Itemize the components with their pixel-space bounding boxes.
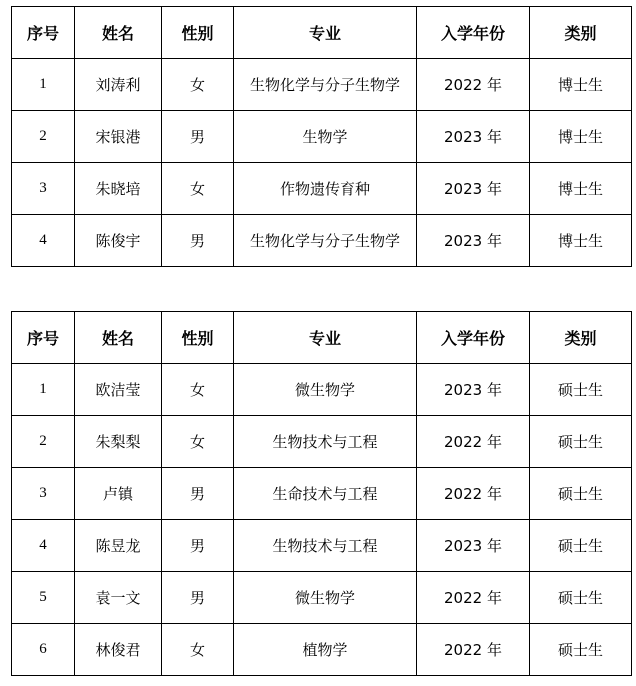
cell-gender: 男 xyxy=(162,215,234,267)
cell-gender: 男 xyxy=(162,468,234,520)
header-index: 序号 xyxy=(12,312,75,364)
cell-category: 博士生 xyxy=(530,163,632,215)
cell-name: 欧洁莹 xyxy=(75,364,162,416)
cell-year: 2023 年 xyxy=(417,520,530,572)
cell-name: 林俊君 xyxy=(75,624,162,676)
cell-major: 微生物学 xyxy=(234,364,417,416)
cell-index: 3 xyxy=(12,163,75,215)
header-name: 姓名 xyxy=(75,312,162,364)
cell-category: 硕士生 xyxy=(530,624,632,676)
table-row xyxy=(12,215,632,267)
phd-student-table xyxy=(11,6,632,267)
header-category: 类别 xyxy=(530,7,632,59)
header-year: 入学年份 xyxy=(417,312,530,364)
cell-major: 生物化学与分子生物学 xyxy=(234,59,417,111)
cell-index: 1 xyxy=(12,364,75,416)
cell-gender: 男 xyxy=(162,111,234,163)
cell-index: 2 xyxy=(12,416,75,468)
table-row xyxy=(12,59,632,111)
cell-major: 生命技术与工程 xyxy=(234,468,417,520)
cell-category: 硕士生 xyxy=(530,468,632,520)
table-row xyxy=(12,416,632,468)
table-row xyxy=(12,572,632,624)
cell-gender: 女 xyxy=(162,624,234,676)
cell-index: 1 xyxy=(12,59,75,111)
cell-name: 朱梨梨 xyxy=(75,416,162,468)
header-major: 专业 xyxy=(234,312,417,364)
cell-name: 袁一文 xyxy=(75,572,162,624)
cell-index: 4 xyxy=(12,520,75,572)
cell-year: 2023 年 xyxy=(417,364,530,416)
cell-index: 6 xyxy=(12,624,75,676)
header-name: 姓名 xyxy=(75,7,162,59)
table-row xyxy=(12,624,632,676)
cell-year: 2022 年 xyxy=(417,624,530,676)
master-student-table xyxy=(11,311,632,676)
cell-year: 2022 年 xyxy=(417,468,530,520)
cell-year: 2022 年 xyxy=(417,572,530,624)
cell-major: 生物学 xyxy=(234,111,417,163)
header-major: 专业 xyxy=(234,7,417,59)
table-header-row xyxy=(12,312,632,364)
cell-major: 微生物学 xyxy=(234,572,417,624)
cell-name: 陈昱龙 xyxy=(75,520,162,572)
cell-major: 生物技术与工程 xyxy=(234,416,417,468)
header-gender: 性别 xyxy=(162,312,234,364)
header-index: 序号 xyxy=(12,7,75,59)
cell-category: 硕士生 xyxy=(530,364,632,416)
cell-gender: 男 xyxy=(162,520,234,572)
cell-category: 博士生 xyxy=(530,215,632,267)
cell-name: 刘涛利 xyxy=(75,59,162,111)
cell-year: 2023 年 xyxy=(417,111,530,163)
cell-index: 3 xyxy=(12,468,75,520)
table-row xyxy=(12,111,632,163)
cell-year: 2022 年 xyxy=(417,416,530,468)
table-header-row xyxy=(12,7,632,59)
cell-name: 宋银港 xyxy=(75,111,162,163)
table-row xyxy=(12,163,632,215)
cell-major: 作物遗传育种 xyxy=(234,163,417,215)
header-gender: 性别 xyxy=(162,7,234,59)
table-row xyxy=(12,468,632,520)
cell-gender: 女 xyxy=(162,163,234,215)
cell-major: 植物学 xyxy=(234,624,417,676)
cell-category: 博士生 xyxy=(530,111,632,163)
table-row xyxy=(12,364,632,416)
cell-gender: 男 xyxy=(162,572,234,624)
cell-category: 硕士生 xyxy=(530,520,632,572)
cell-gender: 女 xyxy=(162,416,234,468)
header-year: 入学年份 xyxy=(417,7,530,59)
cell-index: 4 xyxy=(12,215,75,267)
cell-gender: 女 xyxy=(162,59,234,111)
cell-name: 卢镇 xyxy=(75,468,162,520)
cell-name: 朱晓培 xyxy=(75,163,162,215)
cell-year: 2023 年 xyxy=(417,215,530,267)
cell-major: 生物技术与工程 xyxy=(234,520,417,572)
cell-category: 硕士生 xyxy=(530,416,632,468)
table-row xyxy=(12,520,632,572)
cell-year: 2023 年 xyxy=(417,163,530,215)
cell-name: 陈俊宇 xyxy=(75,215,162,267)
cell-year: 2022 年 xyxy=(417,59,530,111)
cell-index: 5 xyxy=(12,572,75,624)
cell-index: 2 xyxy=(12,111,75,163)
cell-gender: 女 xyxy=(162,364,234,416)
cell-category: 硕士生 xyxy=(530,572,632,624)
cell-category: 博士生 xyxy=(530,59,632,111)
cell-major: 生物化学与分子生物学 xyxy=(234,215,417,267)
header-category: 类别 xyxy=(530,312,632,364)
